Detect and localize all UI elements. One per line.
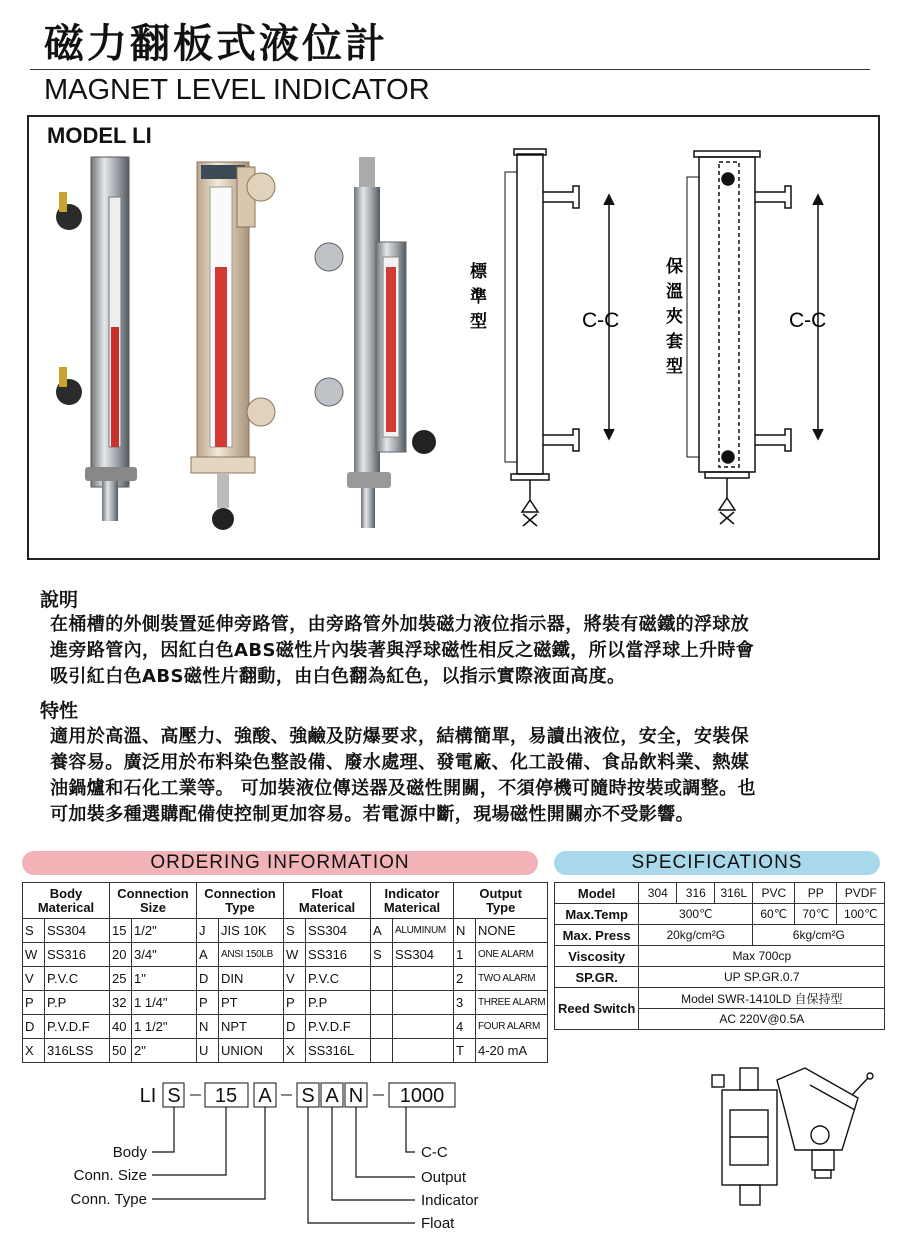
header-output: Output Type: [454, 883, 548, 919]
option-value: JIS 10K: [219, 919, 284, 943]
spec-model: PVDF: [837, 883, 885, 904]
option-code: N: [454, 919, 476, 943]
option-code: S: [284, 919, 306, 943]
spec-value: Max 700cp: [639, 946, 885, 967]
option-value: 4-20 mA: [476, 1039, 548, 1063]
option-value: SS304: [45, 919, 110, 943]
header-conn-size: Connection Size: [110, 883, 197, 919]
description-line: 在桶槽的外側裝置延伸旁路管，由旁路管外加裝磁力液位指示器，將裝有磁鐵的浮球放: [50, 614, 750, 635]
option-code: 15: [110, 919, 132, 943]
option-code: X: [23, 1039, 45, 1063]
transmitter-housing-drawing: [712, 1068, 873, 1205]
spec-value: Model SWR-1410LD 自保持型: [639, 988, 885, 1009]
spec-value: UP SP.GR.0.7: [639, 967, 885, 988]
features-line: 適用於高溫、高壓力、強酸、強鹼及防爆要求，結構簡單，易讀出液位，安全，安裝保: [50, 726, 750, 747]
option-value: ONE ALARM: [476, 943, 548, 967]
spec-label: Max. Press: [555, 925, 639, 946]
option-value: P.V.C: [306, 967, 371, 991]
features-heading: 特性: [40, 700, 79, 722]
option-code: J: [197, 919, 219, 943]
header-indicator: Indicator Materical: [371, 883, 454, 919]
option-code: V: [284, 967, 306, 991]
option-value: SS316: [45, 943, 110, 967]
spec-value: 100℃: [837, 904, 885, 925]
spec-label: Viscosity: [555, 946, 639, 967]
option-code: 3: [454, 991, 476, 1015]
features-line: 油鍋爐和石化工業等。 可加裝液位傳送器及磁性開關，不須停機可隨時按裝或調整。也: [50, 778, 756, 799]
spec-label: Reed Switch: [555, 988, 639, 1030]
label-conn-type: Conn. Type: [70, 1191, 147, 1208]
option-value: DIN: [219, 967, 284, 991]
option-code: U: [197, 1039, 219, 1063]
spec-model: 316L: [715, 883, 753, 904]
option-code: A: [371, 919, 393, 943]
spec-value: 70℃: [795, 904, 837, 925]
option-value: SS304: [393, 943, 454, 967]
code-size: 15: [214, 1085, 238, 1107]
option-code: 32: [110, 991, 132, 1015]
option-value: TWO ALARM: [476, 967, 548, 991]
option-code: 2: [454, 967, 476, 991]
option-code: S: [23, 919, 45, 943]
description-line: 吸引紅白色ABS磁性片翻動，由白色翻為紅色，以指示實際液面高度。: [50, 666, 626, 687]
option-value: NONE: [476, 919, 548, 943]
label-body: Body: [112, 1144, 147, 1161]
label-indicator: Indicator: [421, 1192, 479, 1209]
spec-value: 6kg/cm²G: [753, 925, 885, 946]
ordering-title: ORDERING INFORMATION: [22, 851, 538, 875]
code-cc: 1000: [399, 1085, 445, 1107]
option-code: T: [454, 1039, 476, 1063]
specifications-title: SPECIFICATIONS: [554, 851, 880, 875]
features-line: 養容易。廣泛用於布料染色整設備、廢水處理、發電廠、化工設備、食品飲料業、熱媒: [50, 752, 750, 773]
code-type: A: [258, 1085, 272, 1107]
option-code: 20: [110, 943, 132, 967]
option-code: 50: [110, 1039, 132, 1063]
option-value: 1/2": [132, 919, 197, 943]
header-float: Float Materical: [284, 883, 371, 919]
option-value: P.V.D.F: [45, 1015, 110, 1039]
option-value: P.P: [45, 991, 110, 1015]
option-value: 2": [132, 1039, 197, 1063]
option-value: NPT: [219, 1015, 284, 1039]
option-value: P.V.C: [45, 967, 110, 991]
option-value: P.P: [306, 991, 371, 1015]
spec-model: PVC: [753, 883, 795, 904]
option-value: 1 1/4": [132, 991, 197, 1015]
option-code: X: [284, 1039, 306, 1063]
option-value: ANSI 150LB: [219, 943, 284, 967]
cc-label-standard: C-C: [582, 309, 620, 332]
option-value: 1": [132, 967, 197, 991]
option-code: D: [284, 1015, 306, 1039]
description-heading: 說明: [40, 589, 79, 611]
option-code: 4: [454, 1015, 476, 1039]
option-code: 40: [110, 1015, 132, 1039]
spec-model: 304: [639, 883, 677, 904]
standard-type-label: 標準型: [470, 262, 487, 332]
option-value: ALUMINUM: [393, 919, 454, 943]
spec-value: 60℃: [753, 904, 795, 925]
header-body: Body Materical: [23, 883, 110, 919]
code-output: N: [348, 1085, 364, 1107]
header-conn-type: Connection Type: [197, 883, 284, 919]
insulated-type-label: 保溫夾套型: [666, 257, 683, 377]
option-value: SS304: [306, 919, 371, 943]
option-code: W: [284, 943, 306, 967]
spec-model: PP: [795, 883, 837, 904]
spec-model: 316: [677, 883, 715, 904]
option-code: D: [23, 1015, 45, 1039]
label-conn-size: Conn. Size: [73, 1167, 147, 1184]
page-title-chinese: 磁力翻板式液位計: [44, 21, 388, 67]
option-code: A: [197, 943, 219, 967]
label-output: Output: [421, 1169, 467, 1186]
description-line: 進旁路管內，因紅白色ABS磁性片內裝著與浮球磁性相反之磁鐵，所以當浮球上升時會: [50, 640, 755, 661]
spec-label: SP.GR.: [555, 967, 639, 988]
code-prefix: LI: [139, 1085, 157, 1107]
label-float: Float: [421, 1215, 455, 1232]
option-value: UNION: [219, 1039, 284, 1063]
option-value: 1 1/2": [132, 1015, 197, 1039]
option-code: D: [197, 967, 219, 991]
option-code: 1: [454, 943, 476, 967]
label-cc: C-C: [421, 1144, 448, 1161]
spec-value: 300℃: [639, 904, 753, 925]
spec-value: AC 220V@0.5A: [639, 1009, 885, 1030]
option-code: 25: [110, 967, 132, 991]
code-body: S: [167, 1085, 181, 1107]
option-value: SS316L: [306, 1039, 371, 1063]
option-code: S: [371, 943, 393, 967]
option-code: P: [23, 991, 45, 1015]
spec-label: Max.Temp: [555, 904, 639, 925]
option-value: FOUR ALARM: [476, 1015, 548, 1039]
model-label: MODEL LI: [47, 123, 152, 148]
option-value: 3/4": [132, 943, 197, 967]
option-value: 316LSS: [45, 1039, 110, 1063]
option-code: W: [23, 943, 45, 967]
option-code: P: [284, 991, 306, 1015]
spec-label: Model: [555, 883, 639, 904]
code-float: S: [301, 1085, 315, 1107]
code-indicator: A: [325, 1085, 339, 1107]
features-line: 可加裝多種選購配備使控制更加容易。若電源中斷，現場磁性開關亦不受影響。: [50, 804, 694, 825]
option-value: P.V.D.F: [306, 1015, 371, 1039]
cc-label-insulated: C-C: [789, 309, 827, 332]
option-code: N: [197, 1015, 219, 1039]
option-value: THREE ALARM: [476, 991, 548, 1015]
spec-value: 20kg/cm²G: [639, 925, 753, 946]
option-value: PT: [219, 991, 284, 1015]
option-value: SS316: [306, 943, 371, 967]
option-code: V: [23, 967, 45, 991]
option-code: P: [197, 991, 219, 1015]
page-title-english: MAGNET LEVEL INDICATOR: [44, 74, 430, 106]
